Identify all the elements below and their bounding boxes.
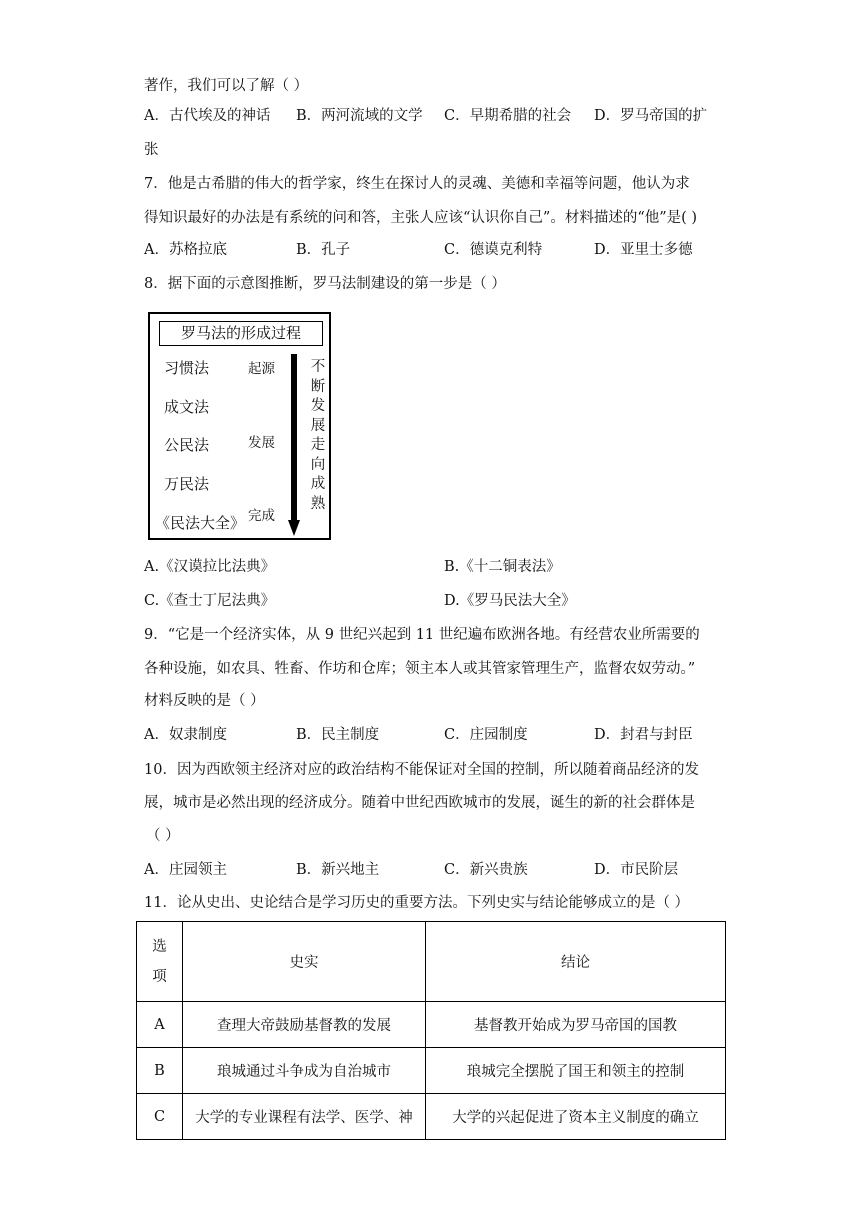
q7-option-c[interactable]: C．德谟克利特: [444, 242, 543, 258]
q10-stem-line2: 展，城市是必然出现的经济成分。随着中世纪西欧城市的发展，诞生的新的社会群体是: [144, 795, 695, 811]
down-arrow-icon: [288, 354, 300, 538]
q9-option-a[interactable]: A．奴隶制度: [144, 727, 227, 743]
q9-option-d[interactable]: D．封君与封臣: [594, 727, 693, 743]
row-b-fact: 琅城通过斗争成为自治城市: [183, 1048, 426, 1094]
diagram-law-nations: 万民法: [164, 475, 210, 493]
q6-option-c[interactable]: C．早期希腊的社会: [444, 108, 572, 124]
header-option: 选 项: [137, 922, 183, 1002]
row-b-label: B: [137, 1048, 183, 1094]
diagram-vertical-text: 不 断 发 展 走 向 成 熟: [310, 359, 326, 512]
q10-stem-line1: 10．因为西欧领主经济对应的政治结构不能保证对全国的控制，所以随着商品经济的发: [144, 762, 699, 778]
row-a-fact: 查理大帝鼓励基督教的发展: [183, 1002, 426, 1048]
row-c-conclusion: 大学的兴起促进了资本主义制度的确立: [426, 1094, 726, 1140]
roman-law-diagram: [148, 312, 331, 540]
q6-option-b[interactable]: B．两河流域的文学: [296, 108, 423, 124]
q10-option-a[interactable]: A．庄园领主: [144, 862, 227, 878]
row-b-conclusion: 琅城完全摆脱了国王和领主的控制: [426, 1048, 726, 1094]
q9-stem-line1: 9．“它是一个经济实体，从 9 世纪兴起到 11 世纪遍布欧洲各地。有经营农业所需要的: [144, 627, 700, 643]
row-c-label: C: [137, 1094, 183, 1140]
diagram-law-civil: 公民法: [164, 436, 210, 454]
q7-option-d[interactable]: D．亚里士多德: [594, 242, 693, 258]
q8-option-c[interactable]: C.《查士丁尼法典》: [144, 593, 276, 609]
table-row: [137, 1002, 726, 1048]
diagram-law-customary: 习惯法: [164, 359, 210, 377]
diagram-stage-development: 发展: [248, 435, 275, 451]
q8-option-a[interactable]: A.《汉谟拉比法典》: [144, 559, 276, 575]
q9-stem-line3: 材料反映的是（ ）: [144, 693, 265, 709]
q7-option-b[interactable]: B．孔子: [296, 242, 351, 258]
q11-table: [136, 921, 726, 1140]
q6-option-d-wrap: 张: [144, 142, 159, 158]
q7-option-a[interactable]: A．苏格拉底: [144, 242, 227, 258]
row-a-label: A: [137, 1002, 183, 1048]
diagram-law-written: 成文法: [164, 398, 210, 416]
diagram-law-corpus: 《民法大全》: [155, 514, 246, 532]
q10-option-d[interactable]: D．市民阶层: [594, 862, 679, 878]
q7-stem-line2: 得知识最好的办法是有系统的问和答，主张人应该“认识你自己”。材料描述的“他”是( ): [144, 210, 698, 226]
q9-option-c[interactable]: C．庄园制度: [444, 727, 528, 743]
q6-option-d[interactable]: D．罗马帝国的扩: [594, 108, 708, 124]
q10-option-b[interactable]: B．新兴地主: [296, 862, 380, 878]
row-c-fact: 大学的专业课程有法学、医学、神: [183, 1094, 426, 1140]
table-row: [137, 1094, 726, 1140]
diagram-title: 罗马法的形成过程: [159, 321, 323, 346]
q8-option-d[interactable]: D.《罗马民法大全》: [444, 593, 576, 609]
q8-option-b[interactable]: B.《十二铜表法》: [444, 559, 561, 575]
q9-option-b[interactable]: B．民主制度: [296, 727, 380, 743]
q9-stem-line2: 各种设施，如农具、牲畜、作坊和仓库；领主本人或其管家管理生产，监督农奴劳动。”: [144, 661, 696, 677]
q6-stem-tail: 著作，我们可以了解（ ）: [144, 78, 309, 94]
header-fact: 史实: [183, 922, 426, 1002]
q10-option-c[interactable]: C．新兴贵族: [444, 862, 528, 878]
table-row: [137, 1048, 726, 1094]
table-header-row: [137, 922, 726, 1002]
row-a-conclusion: 基督教开始成为罗马帝国的国教: [426, 1002, 726, 1048]
q6-option-a[interactable]: A．古代埃及的神话: [144, 108, 271, 124]
q8-stem: 8．据下面的示意图推断，罗马法制建设的第一步是（ ）: [144, 276, 506, 292]
diagram-stage-origin: 起源: [248, 361, 275, 377]
diagram-stage-completion: 完成: [248, 508, 275, 524]
header-conclusion: 结论: [426, 922, 726, 1002]
q11-stem: 11．论从史出、史论结合是学习历史的重要方法。下列史实与结论能够成立的是（ ）: [144, 895, 690, 911]
q10-stem-line3: （ ）: [146, 828, 180, 844]
q7-stem-line1: 7．他是古希腊的伟大的哲学家，终生在探讨人的灵魂、美德和幸福等问题，他认为求: [144, 176, 690, 192]
